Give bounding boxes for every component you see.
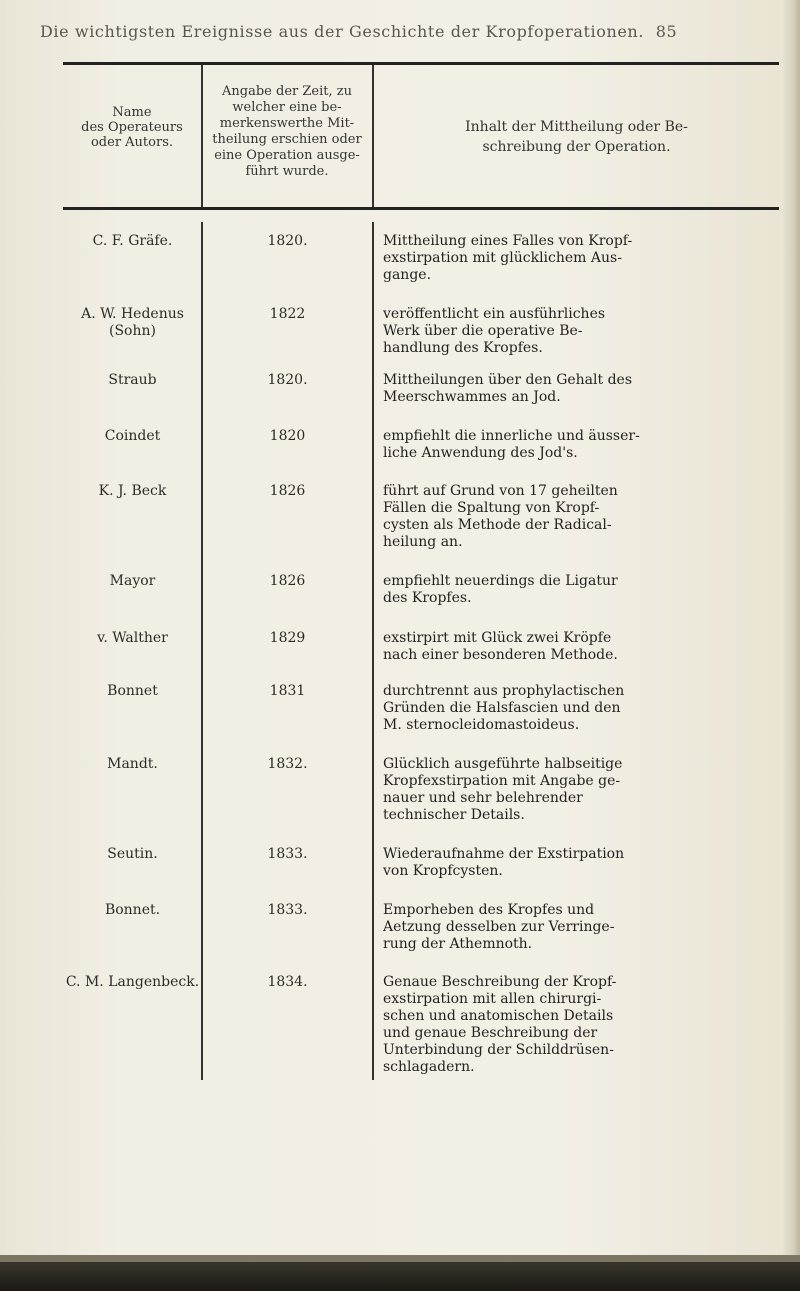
description xyxy=(383,683,715,734)
description-line: gange. xyxy=(383,267,432,283)
description-line: liche Anwendung des Jod's. xyxy=(383,445,578,461)
header-name-line: des Operateurs xyxy=(81,120,183,135)
name-line: K. J. Beck xyxy=(98,483,167,499)
running-header-title: Die wichtigsten Ereignisse aus der Geschichte der Kropfoperationen. xyxy=(40,22,645,41)
description xyxy=(383,846,715,880)
year: 1820 xyxy=(269,428,306,444)
year: 1826 xyxy=(269,573,306,589)
column-divider-1-body xyxy=(201,222,203,1080)
description-line: Meerschwammes an Jod. xyxy=(383,389,561,405)
description-line: Aetzung desselben zur Verringe- xyxy=(383,919,615,935)
description-line: führt auf Grund von 17 geheilten xyxy=(383,483,618,499)
header-content xyxy=(374,117,779,157)
description-line: Glücklich ausgeführte halbseitige xyxy=(383,756,623,772)
name-line: Straub xyxy=(108,372,157,388)
description xyxy=(383,630,715,664)
description-line: Wiederaufnahme der Exstirpation xyxy=(383,846,625,862)
header-content-line: Inhalt der Mittheilung oder Be- xyxy=(465,119,688,135)
year: 1826 xyxy=(269,483,306,499)
page-edge-shadow xyxy=(782,0,800,1291)
operator-name xyxy=(60,630,205,647)
description-line: schlagadern. xyxy=(383,1059,475,1075)
description-line: exstirpation mit allen chirurgi- xyxy=(383,991,602,1007)
description-line: schen und anatomischen Details xyxy=(383,1008,614,1024)
scan-bottom-edge xyxy=(0,1262,800,1291)
operator-name xyxy=(60,683,205,700)
column-divider-2-body xyxy=(372,222,374,1080)
year: 1822 xyxy=(269,306,306,322)
description-line: handlung des Kropfes. xyxy=(383,340,543,356)
header-date-line: merkenswerthe Mit- xyxy=(219,116,355,131)
header-date-line: eine Operation ausge- xyxy=(214,148,360,163)
description-line: und genaue Beschreibung der xyxy=(383,1025,598,1041)
description-line: exstirpation mit glücklichem Aus- xyxy=(383,250,622,266)
operator-name xyxy=(60,902,205,919)
name-line: Mandt. xyxy=(107,756,158,772)
description-line: Mittheilung eines Falles von Kropf- xyxy=(383,233,633,249)
description-line: Mittheilungen über den Gehalt des xyxy=(383,372,633,388)
description-line: nauer und sehr belehrender xyxy=(383,790,583,806)
operator-name xyxy=(60,306,205,340)
year: 1820. xyxy=(267,233,308,249)
name-line: C. M. Langenbeck. xyxy=(65,974,200,990)
operator-name xyxy=(60,483,205,500)
operator-name xyxy=(60,974,205,991)
description-line: exstirpirt mit Glück zwei Kröpfe xyxy=(383,630,612,646)
header-date-line: theilung erschien oder xyxy=(212,132,362,147)
description xyxy=(383,756,715,824)
year: 1829 xyxy=(269,630,306,646)
description-line: des Kropfes. xyxy=(383,590,472,606)
header-name-line: Name xyxy=(112,105,152,120)
operator-name xyxy=(60,233,205,250)
description-line: empfiehlt neuerdings die Ligatur xyxy=(383,573,618,589)
name-line: Seutin. xyxy=(107,846,158,862)
description-line: Kropfexstirpation mit Angabe ge- xyxy=(383,773,621,789)
year: 1834. xyxy=(267,974,308,990)
name-line: v. Walther xyxy=(97,630,168,646)
description-line: empfiehlt die innerliche und äusser- xyxy=(383,428,640,444)
description-line: cysten als Methode der Radical- xyxy=(383,517,612,533)
header-date-line: welcher eine be- xyxy=(232,100,342,115)
description xyxy=(383,428,715,462)
year: 1820. xyxy=(267,372,308,388)
operator-name xyxy=(60,372,205,389)
header-date xyxy=(202,84,372,180)
year: 1833. xyxy=(267,846,308,862)
name-line: Bonnet. xyxy=(104,902,161,918)
table-header-rule xyxy=(63,207,779,210)
name-line: Coindet xyxy=(104,428,161,444)
description-line: technischer Details. xyxy=(383,807,525,823)
name-line: A. W. Hedenus xyxy=(81,306,184,322)
description xyxy=(383,306,715,357)
operator-name xyxy=(60,428,205,445)
table-top-rule xyxy=(63,62,779,65)
description xyxy=(383,372,715,406)
description-line: veröffentlicht ein ausführliches xyxy=(383,306,606,322)
header-date-line: Angabe der Zeit, zu xyxy=(222,84,352,99)
description-line: Emporheben des Kropfes und xyxy=(383,902,595,918)
year: 1832. xyxy=(267,756,308,772)
name-line: C. F. Gräfe. xyxy=(92,233,173,249)
description xyxy=(383,573,715,607)
description-line: durchtrennt aus prophylactischen xyxy=(383,683,625,699)
description xyxy=(383,974,715,1076)
description-line: Unterbindung der Schilddrüsen- xyxy=(383,1042,614,1058)
description-line: nach einer besonderen Methode. xyxy=(383,647,618,663)
description-line: Gründen die Halsfascien und den xyxy=(383,700,621,716)
description-line: von Kropfcysten. xyxy=(383,863,503,879)
description xyxy=(383,233,715,284)
description-line: rung der Athemnoth. xyxy=(383,936,533,952)
description-line: heilung an. xyxy=(383,534,463,550)
description-line: Werk über die operative Be- xyxy=(383,323,583,339)
operator-name xyxy=(60,846,205,863)
description xyxy=(383,902,715,953)
year: 1833. xyxy=(267,902,308,918)
description-line: Genaue Beschreibung der Kropf- xyxy=(383,974,617,990)
header-name xyxy=(63,105,201,150)
description-line: M. sternocleidomastoideus. xyxy=(383,717,580,733)
page-number: 85 xyxy=(655,22,678,41)
header-content-line: schreibung der Operation. xyxy=(482,139,671,155)
year: 1831 xyxy=(269,683,306,699)
header-date-line: führt wurde. xyxy=(245,164,329,179)
operator-name xyxy=(60,756,205,773)
operator-name xyxy=(60,573,205,590)
name-line: Bonnet xyxy=(107,683,158,699)
description-line: Fällen die Spaltung von Kropf- xyxy=(383,500,600,516)
header-name-line: oder Autors. xyxy=(90,135,174,150)
name-line: Mayor xyxy=(109,573,156,589)
description xyxy=(383,483,715,551)
running-header xyxy=(40,22,760,41)
name-line: (Sohn) xyxy=(109,323,156,339)
